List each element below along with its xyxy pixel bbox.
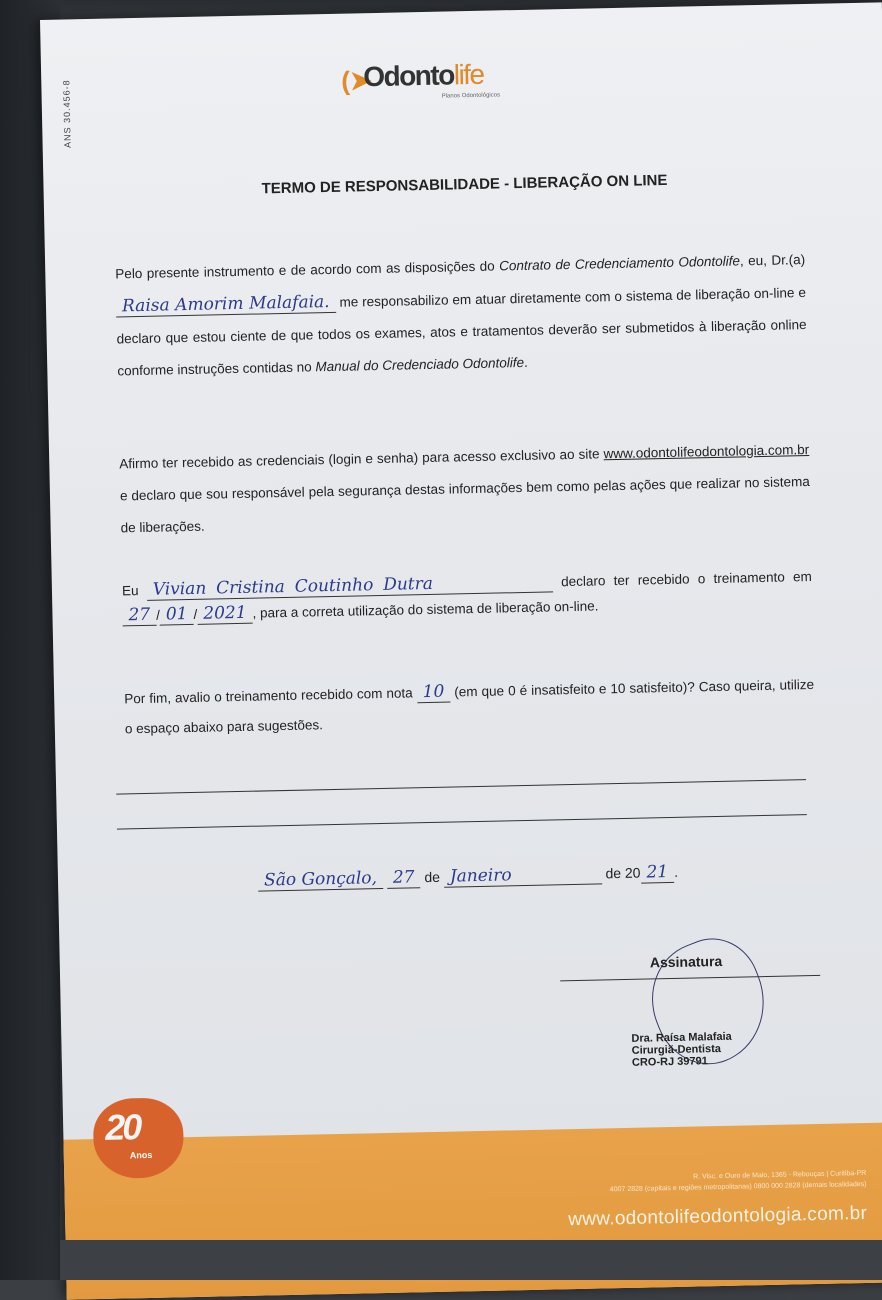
page-title: TERMO DE RESPONSABILIDADE - LIBERAÇÃO ON LINE — [261, 171, 668, 198]
odontolife-logo — [341, 49, 552, 113]
logo-text: Odontolife — [362, 58, 484, 93]
handwritten-day: 27 — [387, 867, 421, 889]
handwritten-month: Janeiro — [444, 863, 602, 887]
suggestion-line-1[interactable] — [116, 779, 806, 794]
handwritten-score: 10 — [416, 682, 450, 704]
handwritten-dentist-name: Raisa Amorim Malafaia. — [116, 292, 336, 318]
paragraph-training: Eu Vivian Cristina Coutinho Dutra declaro ter recebido o treinamento em 27 / 01 / 2021 , para a correta utilização do sistema de liberação on-line. — [121, 568, 812, 626]
ans-code: ANS 30.456-8 — [61, 79, 73, 149]
document-sheet — [40, 2, 882, 1299]
paragraph-responsibility: Pelo presente instrumento e de acordo com as disposições do Contrato de Credenciamento Odontolife, eu, Dr.(a) Raisa Amorim Malafaia. me responsabilizo em atuar diretamente com o sistema de liberação on-line e declaro que estou ciente de que todos os exames, atos e tratamentos deverão ser submetidos à liberação online conforme instruções contidas no Manual do Credenciado Odontolife. — [115, 252, 807, 379]
handwritten-training-month: 01 — [160, 604, 194, 626]
site-link[interactable]: www.odontolifeodontologia.com.br — [603, 441, 810, 462]
paragraph-credentials: Afirmo ter recebido as credenciais (login e senha) para acesso exclusivo ao site www.odontolifeodontologia.com.br e declaro que sou responsável pela segurança destas informações bem como pelas ações que realizar no sistema de liberações. — [119, 441, 810, 536]
footer-url[interactable]: www.odontolifeodontologia.com.br — [568, 1202, 868, 1231]
place-date-line: São Gonçalo, 27 de Janeiro de 20 21 . — [258, 859, 818, 891]
handwritten-training-day: 27 — [122, 605, 156, 627]
signature-block — [560, 952, 820, 1069]
logo-leaf-icon: (➤ — [341, 65, 373, 96]
handwritten-trainer-name: Vivian Cristina Coutinho Dutra — [147, 571, 554, 601]
handwritten-training-year: 2021 — [197, 603, 253, 625]
handwritten-city: São Gonçalo, — [258, 868, 383, 892]
anniversary-badge: 20 Anos — [93, 1097, 185, 1179]
handwritten-year: 21 — [640, 862, 674, 884]
suggestion-line-2[interactable] — [117, 814, 807, 829]
desk-strip — [60, 1240, 882, 1280]
dentist-stamp: Dra. Raísa Malafaia Cirurgiã-Dentista CRO-RJ 39791 — [631, 1030, 732, 1069]
paragraph-evaluation: Por fim, avalio o treinamento recebido com nota 10 (em que 0 é insatisfeito e 10 satisfeito)? Caso queira, utilize o espaço abaixo para sugestões. — [124, 676, 815, 737]
logo-tagline: Planos Odontológicos — [441, 92, 501, 100]
signature-label: Assinatura — [649, 952, 723, 971]
footer-address: R. Visc. e Ouro de Maio, 1365 - Rebouças | Curitiba-PR 4007 2828 (capitais e regiões metropolitanas) 0800 000 2828 (demais localidades) — [609, 1169, 867, 1194]
